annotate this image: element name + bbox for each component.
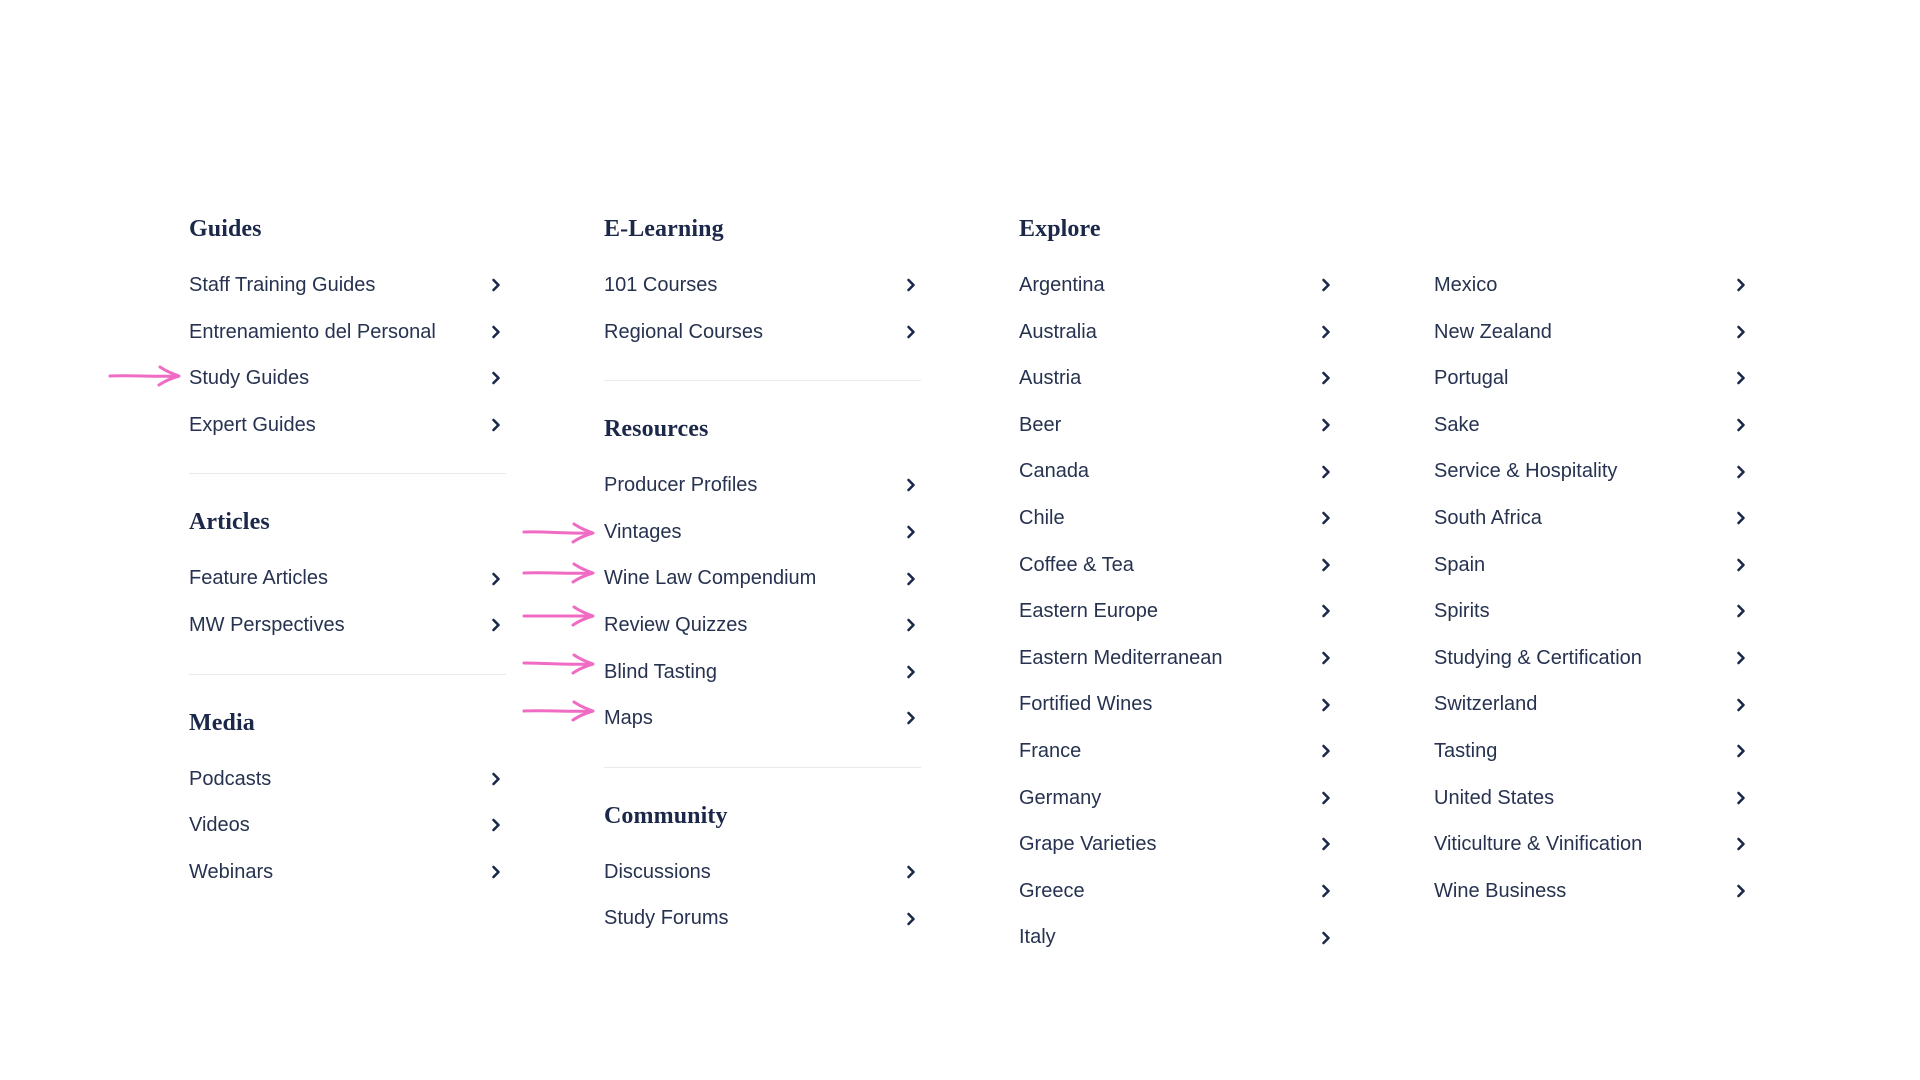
menu-item-label: Webinars (189, 860, 274, 883)
chevron-right-icon (901, 462, 921, 509)
arrow-right-icon (522, 522, 596, 544)
chevron-right-icon (1731, 728, 1751, 775)
menu-item-label: Service & Hospitality (1434, 460, 1618, 483)
column-explore-b (1434, 205, 1751, 914)
chevron-right-icon (1731, 681, 1751, 728)
column-elearning-resources-community (604, 205, 921, 942)
divider (189, 674, 506, 675)
chevron-right-icon (1316, 402, 1336, 449)
menu-item-regional-courses[interactable] (604, 309, 921, 356)
chevron-right-icon (486, 355, 506, 402)
menu-item-sake[interactable] (1434, 402, 1751, 449)
menu-item-label: Producer Profiles (604, 474, 758, 497)
section-title-elearning: E-Learning (604, 216, 724, 242)
menu-item-label: Entrenamiento del Personal (189, 320, 436, 343)
chevron-right-icon (901, 895, 921, 942)
column-explore-a (1019, 205, 1336, 961)
chevron-right-icon (486, 602, 506, 649)
menu-item-study-forums[interactable] (604, 895, 921, 942)
chevron-right-icon (1316, 775, 1336, 822)
menu-item-label: Feature Articles (189, 567, 328, 590)
chevron-right-icon (1316, 448, 1336, 495)
menu-item-label: MW Perspectives (189, 613, 345, 636)
menu-item-staff-training-guides[interactable] (189, 262, 506, 309)
menu-item-label: Argentina (1019, 274, 1105, 296)
divider (189, 473, 506, 474)
menu-item-label: Wine Law Compendium (604, 567, 817, 590)
menu-item-label: Discussions (604, 860, 711, 883)
menu-item-blind-tasting[interactable] (604, 649, 921, 696)
menu-item-studying-and-certification[interactable] (1434, 635, 1751, 682)
menu-item-spirits[interactable] (1434, 588, 1751, 635)
menu-item-label: Viticulture & Vinification (1434, 833, 1643, 856)
menu-item-austria[interactable] (1019, 355, 1336, 402)
menu-item-label: United States (1434, 786, 1555, 809)
menu-item-101-courses[interactable] (604, 262, 921, 309)
menu-item-new-zealand[interactable] (1434, 309, 1751, 356)
chevron-right-icon (1731, 868, 1751, 915)
menu-item-label: Podcasts (189, 767, 272, 790)
menu-item-label: Portugal (1434, 367, 1509, 390)
chevron-right-icon (1316, 262, 1336, 309)
menu-item-label: Wine Business (1434, 879, 1567, 902)
menu-item-label: Expert Guides (189, 413, 316, 436)
menu-item-entrenamiento-del-personal[interactable] (189, 309, 506, 356)
menu-item-label: Spain (1434, 553, 1486, 576)
menu-item-webinars[interactable] (189, 849, 506, 896)
divider (604, 380, 921, 381)
menu-item-coffee-and-tea[interactable] (1019, 542, 1336, 589)
menu-item-label: Vintages (604, 520, 682, 543)
chevron-right-icon (1316, 588, 1336, 635)
chevron-right-icon (1731, 495, 1751, 542)
chevron-right-icon (1316, 542, 1336, 589)
menu-item-wine-business[interactable] (1434, 868, 1751, 915)
menu-item-label: Grape Varieties (1019, 833, 1157, 856)
section-title-explore: Explore (1019, 216, 1101, 242)
menu-item-vintages[interactable] (604, 509, 921, 556)
menu-item-discussions[interactable] (604, 849, 921, 896)
chevron-right-icon (1316, 309, 1336, 356)
menu-item-label: Australia (1019, 320, 1097, 343)
chevron-right-icon (1316, 635, 1336, 682)
menu-item-canada[interactable] (1019, 448, 1336, 495)
menu-item-label: Regional Courses (604, 320, 763, 343)
menu-item-maps[interactable] (604, 695, 921, 742)
menu-item-greece[interactable] (1019, 868, 1336, 915)
menu-item-argentina[interactable] (1019, 262, 1336, 309)
chevron-right-icon (1731, 262, 1751, 309)
chevron-right-icon (1316, 868, 1336, 915)
chevron-right-icon (486, 262, 506, 309)
chevron-right-icon (901, 262, 921, 309)
chevron-right-icon (486, 849, 506, 896)
chevron-right-icon (901, 695, 921, 742)
arrow-right-icon (522, 700, 596, 722)
menu-item-portugal[interactable] (1434, 355, 1751, 402)
menu-item-label: Beer (1019, 413, 1062, 436)
menu-item-label: Eastern Europe (1019, 600, 1158, 623)
menu-item-fortified-wines[interactable] (1019, 681, 1336, 728)
menu-item-label: Tasting (1434, 739, 1498, 762)
chevron-right-icon (901, 649, 921, 696)
arrow-right-icon (522, 653, 596, 675)
menu-item-mexico[interactable] (1434, 262, 1751, 309)
menu-item-south-africa[interactable] (1434, 495, 1751, 542)
chevron-right-icon (486, 756, 506, 803)
menu-item-label: Studying & Certification (1434, 646, 1642, 669)
chevron-right-icon (1316, 681, 1336, 728)
menu-item-italy[interactable] (1019, 914, 1336, 961)
section-title-resources: Resources (604, 416, 709, 443)
chevron-right-icon (1731, 355, 1751, 402)
section-title-media: Media (189, 709, 255, 736)
menu-item-spain[interactable] (1434, 542, 1751, 589)
menu-item-study-guides[interactable] (189, 355, 506, 402)
divider (604, 767, 921, 768)
chevron-right-icon (1731, 635, 1751, 682)
menu-item-australia[interactable] (1019, 309, 1336, 356)
chevron-right-icon (901, 849, 921, 896)
menu-item-label: Coffee & Tea (1019, 553, 1134, 576)
menu-item-feature-articles[interactable] (189, 555, 506, 602)
menu-item-united-states[interactable] (1434, 775, 1751, 822)
menu-item-label: Spirits (1434, 600, 1490, 623)
menu-item-viticulture-and-vinification[interactable] (1434, 821, 1751, 868)
menu-item-expert-guides[interactable] (189, 402, 506, 449)
chevron-right-icon (1731, 542, 1751, 589)
chevron-right-icon (486, 555, 506, 602)
chevron-right-icon (1731, 588, 1751, 635)
menu-item-mw-perspectives[interactable] (189, 602, 506, 649)
menu-item-producer-profiles[interactable] (604, 462, 921, 509)
chevron-right-icon (1316, 495, 1336, 542)
menu-item-label: Fortified Wines (1019, 693, 1153, 716)
menu-item-germany[interactable] (1019, 775, 1336, 822)
menu-item-label: Germany (1019, 786, 1102, 809)
menu-item-label: Videos (189, 814, 250, 837)
chevron-right-icon (901, 509, 921, 556)
section-title-articles: Articles (189, 509, 270, 536)
menu-item-label: Sake (1434, 413, 1480, 436)
menu-item-eastern-mediterranean[interactable] (1019, 635, 1336, 682)
menu-item-label: Italy (1019, 926, 1056, 949)
chevron-right-icon (1731, 821, 1751, 868)
menu-item-label: Study Forums (604, 907, 729, 930)
menu-item-label: Chile (1019, 506, 1065, 529)
menu-item-label: Greece (1019, 879, 1085, 902)
menu-item-label: France (1019, 739, 1082, 762)
menu-item-review-quizzes[interactable] (604, 602, 921, 649)
menu-item-label: Blind Tasting (604, 660, 718, 683)
menu-item-label: New Zealand (1434, 320, 1552, 343)
menu-item-label: Staff Training Guides (189, 274, 376, 296)
menu-item-tasting[interactable] (1434, 728, 1751, 775)
menu-item-label: Study Guides (189, 367, 310, 390)
chevron-right-icon (486, 802, 506, 849)
menu-item-service-and-hospitality[interactable] (1434, 448, 1751, 495)
menu-item-grape-varieties[interactable] (1019, 821, 1336, 868)
menu-item-label: Maps (604, 707, 653, 730)
menu-item-label: 101 Courses (604, 274, 718, 296)
chevron-right-icon (901, 602, 921, 649)
menu-item-chile[interactable] (1019, 495, 1336, 542)
chevron-right-icon (1316, 914, 1336, 961)
menu-item-beer[interactable] (1019, 402, 1336, 449)
menu-item-podcasts[interactable] (189, 756, 506, 803)
menu-item-france[interactable] (1019, 728, 1336, 775)
chevron-right-icon (486, 309, 506, 356)
chevron-right-icon (1316, 821, 1336, 868)
menu-item-wine-law-compendium[interactable] (604, 555, 921, 602)
menu-item-label: Austria (1019, 367, 1082, 390)
menu-item-switzerland[interactable] (1434, 681, 1751, 728)
menu-item-label: Mexico (1434, 274, 1498, 296)
menu-item-label: Canada (1019, 460, 1090, 483)
menu-item-videos[interactable] (189, 802, 506, 849)
arrow-right-icon (522, 562, 596, 584)
chevron-right-icon (901, 309, 921, 356)
chevron-right-icon (1316, 355, 1336, 402)
chevron-right-icon (1316, 728, 1336, 775)
chevron-right-icon (1731, 775, 1751, 822)
chevron-right-icon (1731, 448, 1751, 495)
menu-item-eastern-europe[interactable] (1019, 588, 1336, 635)
menu-item-label: South Africa (1434, 506, 1542, 529)
chevron-right-icon (1731, 402, 1751, 449)
chevron-right-icon (486, 402, 506, 449)
arrow-right-icon (522, 605, 596, 627)
menu-item-label: Eastern Mediterranean (1019, 646, 1223, 669)
chevron-right-icon (1731, 309, 1751, 356)
section-title-guides: Guides (189, 216, 262, 242)
section-title-community: Community (604, 802, 728, 829)
arrow-right-icon (108, 365, 182, 387)
column-guides-articles-media (189, 205, 506, 895)
menu-item-label: Review Quizzes (604, 613, 748, 636)
chevron-right-icon (901, 555, 921, 602)
menu-item-label: Switzerland (1434, 693, 1538, 716)
